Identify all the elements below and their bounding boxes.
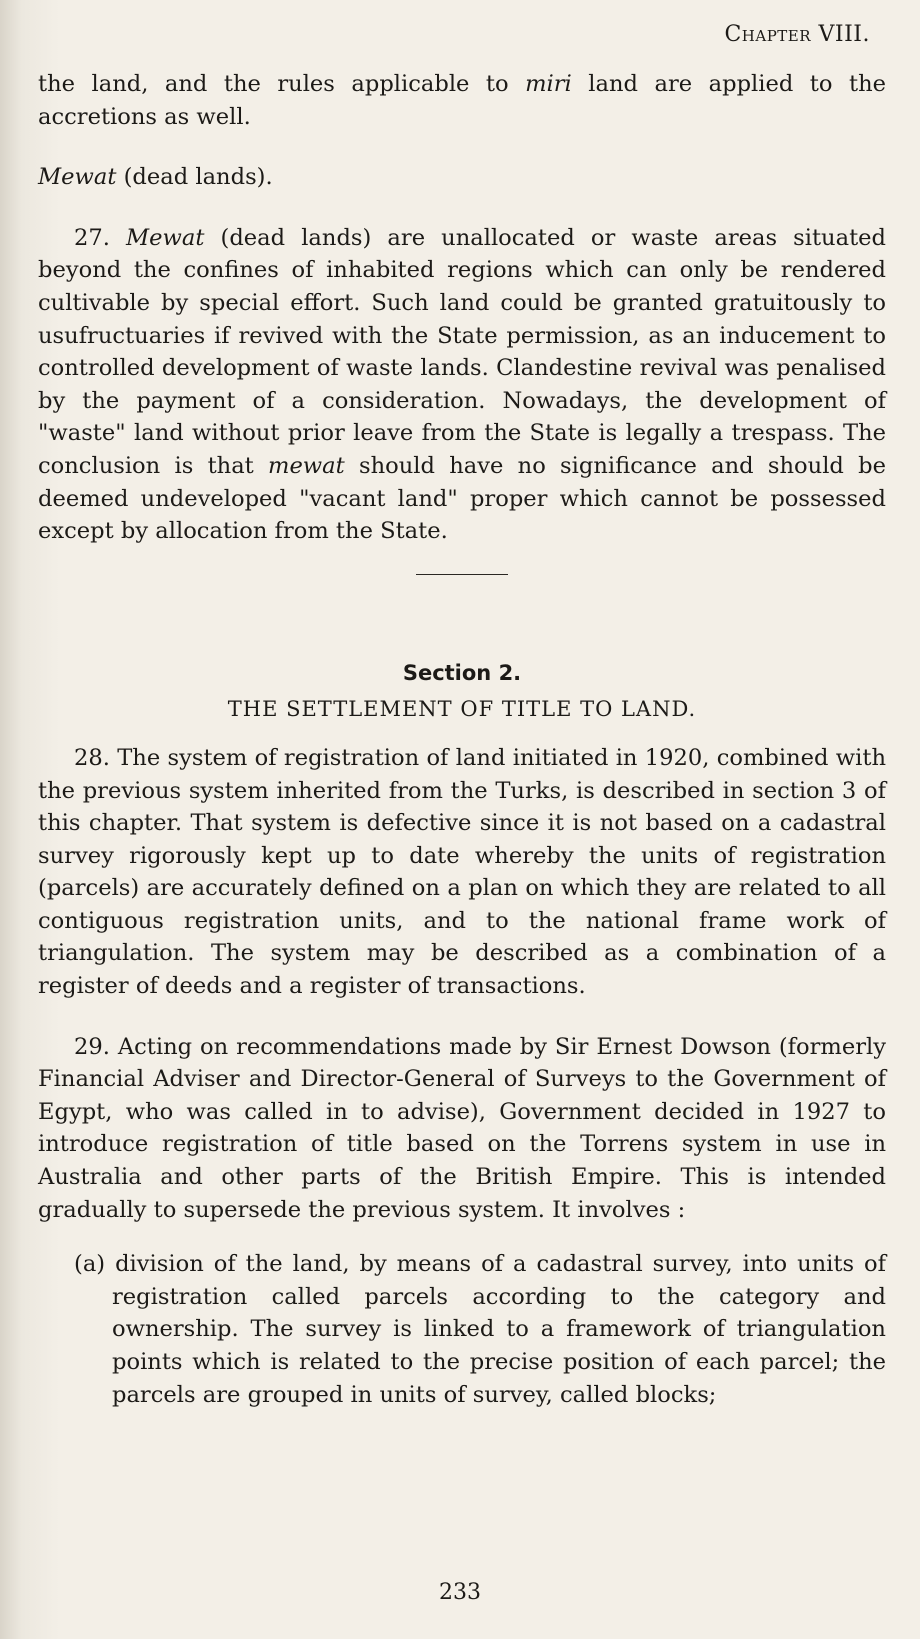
- text-run: (dead lands).: [116, 164, 273, 191]
- section-label: Section 2.: [402, 660, 522, 685]
- text-run: the land, and the rules applicable to: [38, 71, 526, 97]
- subheading-mewat: [38, 161, 886, 194]
- paragraph-28: 28. The system of registration of land initiated in 1920, combined with the previous system inherited from the Turks, is described in section 3 of this chapter. That system is defective since it is not based on a cadastral survey rigorously kept up to date whereby the units of registration (parcels) are accurately defined on a plan on which they are related to all contiguous registration units, and to the national frame work of triangulation. The system may be described as a combination of a register of deeds and a register of transactions.: [38, 744, 886, 1000]
- paragraph-27: [38, 222, 886, 548]
- italic-term: miri: [525, 71, 572, 97]
- italic-term: Mewat: [38, 164, 117, 191]
- section-divider: [416, 574, 508, 575]
- page-number: 233: [439, 1580, 481, 1605]
- list-item-a: [38, 1248, 886, 1411]
- list-item-body: division of the land, by means of a cadastral survey, into units of registration called parcels according to the category and ownership. The survey is linked to a framework of triangulation points which is related to the precise position of each parcel; the parcels are grouped in units of survey, called blocks;: [112, 1251, 887, 1408]
- paragraph-continuation: [38, 68, 886, 133]
- running-header: [724, 22, 870, 47]
- italic-term: mewat: [268, 452, 345, 479]
- italic-term: Mewat: [126, 224, 205, 251]
- section-title: THE SETTLEMENT OF TITLE TO LAND.: [227, 697, 697, 722]
- paragraph-29: 29. Acting on recommendations made by Sir Ernest Dowson (formerly Financial Adviser and Director-General of Surveys to the Government of Egypt, who was called in to advise), Government decided in 1927 to introduce registration of title based on the Torrens system in use in Australia and other parts of the British Empire. This is intended gradually to supersede the previous system. It involves :: [38, 1033, 886, 1223]
- text-run: 27.: [74, 224, 127, 251]
- list-item-text: [74, 1248, 886, 1411]
- text-run: land are applied to the accretions as well.: [38, 71, 886, 130]
- list-marker: (a): [74, 1251, 106, 1278]
- chapter-heading: Chapter VIII.: [724, 22, 870, 47]
- page-body: [38, 68, 886, 1411]
- text-run: (dead lands) are unallocated or waste areas situated beyond the confines of inhabited regions which can only be rendered cultivable by special effort. Such land could be granted gratuitously to usufructuaries if revived with the State permission, as an inducement to controlled development of waste lands. Clandestine revival was penalised by the payment of a consideration. Nowadays, the development of "waste" land without prior leave from the State is legally a trespass. The conclusion is that: [38, 224, 886, 479]
- text-run: should have no significance and should be deemed undeveloped "vacant land" proper which cannot be possessed except by allocation from the State.: [38, 452, 886, 545]
